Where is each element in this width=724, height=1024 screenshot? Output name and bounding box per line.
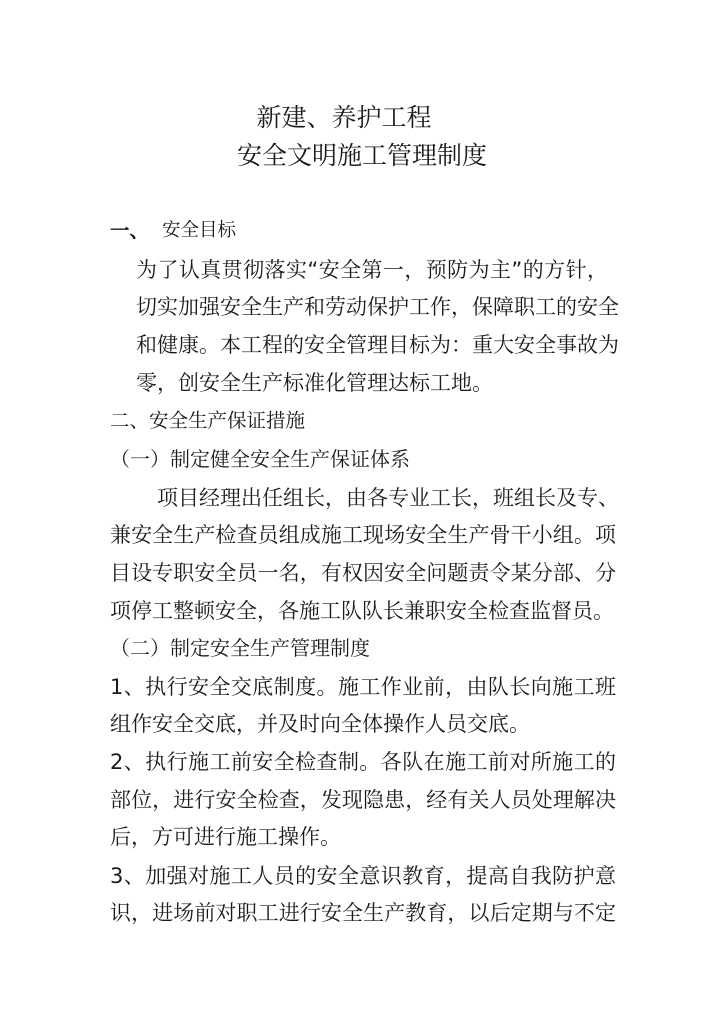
section2-sub1-line-2: 兼安全生产检查员组成施工现场安全生产骨干小组。项 <box>110 523 616 547</box>
section2-heading: 二、安全生产保证措施 <box>110 409 306 432</box>
section1-number: 一、 <box>110 219 150 242</box>
item1-line-1: 1、执行安全交底制度。施工作业前，由队长向施工班 <box>110 675 616 699</box>
section2-sub1-heading: （一）制定健全安全生产保证体系 <box>110 447 410 471</box>
item3-line-2: 识，进场前对职工进行安全生产教育，以后定期与不定 <box>110 901 616 925</box>
section1-line-3: 和健康。本工程的安全管理目标为：重大安全事故为 <box>136 333 619 357</box>
doc-title-line1: 新建、养护工程 <box>256 103 432 132</box>
item2-line-3: 后，方可进行施工操作。 <box>110 825 341 849</box>
section1-line-4: 零，创安全生产标准化管理达标工地。 <box>136 371 493 395</box>
item2-line-1: 2、执行施工前安全检查制。各队在施工前对所施工的 <box>110 750 616 774</box>
doc-title-line2: 安全文明施工管理制度 <box>236 141 487 170</box>
section2-sub1-line-3: 目设专职安全员一名，有权因安全问题责令某分部、分 <box>110 561 616 585</box>
item1-line-2: 组作安全交底，并及时向全体操作人员交底。 <box>110 712 530 736</box>
section2-sub2-heading: （二）制定安全生产管理制度 <box>110 636 370 660</box>
section1-line-2: 切实加强安全生产和劳动保护工作，保障职工的安全 <box>136 295 619 319</box>
section1-heading: 安全目标 <box>162 220 237 241</box>
item2-line-2: 部位，进行安全检查，发现隐患，经有关人员处理解决 <box>110 788 616 812</box>
item3-line-1: 3、加强对施工人员的安全意识教育，提高自我防护意 <box>110 864 616 888</box>
section2-sub1-line-1: 项目经理出任组长，由各专业工长，班组长及专、 <box>157 486 619 510</box>
section1-line-1: 为了认真贯彻落实“安全第一，预防为主”的方针， <box>136 258 608 282</box>
section2-sub1-line-4: 项停工整顿安全，各施工队队长兼职安全检查监督员。 <box>110 599 614 623</box>
